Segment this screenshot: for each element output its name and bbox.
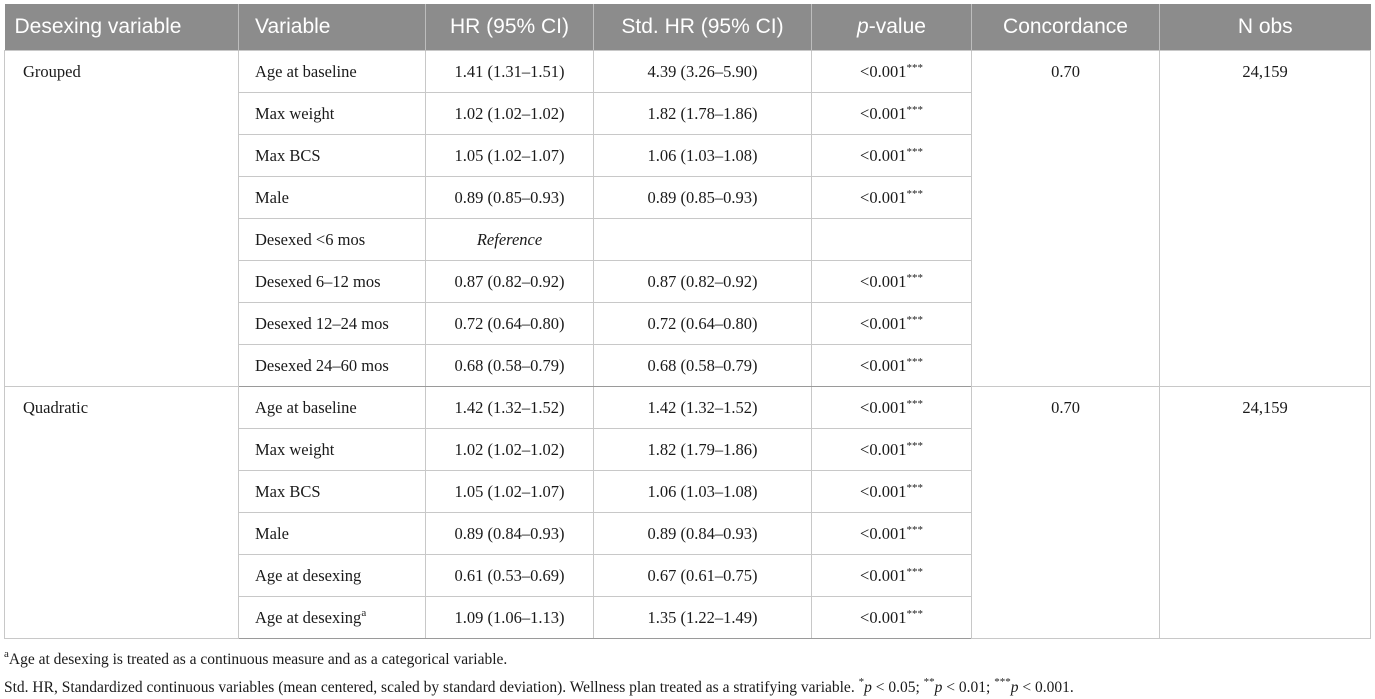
hr-cell: 1.02 (1.02–1.02) xyxy=(426,429,594,471)
p-value-cell: <0.001*** xyxy=(812,261,972,303)
hr-cell: 1.42 (1.32–1.52) xyxy=(426,387,594,429)
footnote-std: Std. HR, Standardized continuous variables (mean centered, scaled by standard deviation). Wellness plan treated as a stratifying variable. *p < 0.05; **p < 0.01; ***p < 0.001. xyxy=(4,676,1074,696)
concordance-cell: 0.70 xyxy=(972,387,1160,639)
n-obs-cell: 24,159 xyxy=(1160,51,1371,387)
variable-cell: Desexed <6 mos xyxy=(239,219,426,261)
variable-cell: Male xyxy=(239,177,426,219)
hr-cell: 0.68 (0.58–0.79) xyxy=(426,345,594,387)
hr-cell: 0.89 (0.85–0.93) xyxy=(426,177,594,219)
hr-cell: 0.61 (0.53–0.69) xyxy=(426,555,594,597)
p-value-cell: <0.001*** xyxy=(812,177,972,219)
results-table xyxy=(4,4,1371,639)
p-value-cell: <0.001*** xyxy=(812,135,972,177)
header-desexing-variable: Desexing variable xyxy=(5,4,239,51)
table-row xyxy=(5,51,1371,93)
variable-cell: Desexed 24–60 mos xyxy=(239,345,426,387)
variable-cell: Age at baseline xyxy=(239,51,426,93)
p-value-cell: <0.001*** xyxy=(812,429,972,471)
std-hr-cell: 0.67 (0.61–0.75) xyxy=(594,555,812,597)
variable-cell: Max weight xyxy=(239,93,426,135)
significance-legend: *p < 0.05; **p < 0.01; ***p < 0.001. xyxy=(858,676,1074,696)
header-hr: HR (95% CI) xyxy=(426,4,594,51)
std-hr-cell: 0.87 (0.82–0.92) xyxy=(594,261,812,303)
table-footnotes xyxy=(4,649,1074,699)
n-obs-cell: 24,159 xyxy=(1160,387,1371,639)
group-label: Grouped xyxy=(5,51,239,387)
hr-cell: 1.41 (1.31–1.51) xyxy=(426,51,594,93)
std-hr-cell xyxy=(594,219,812,261)
p-value-cell: <0.001*** xyxy=(812,345,972,387)
std-hr-cell: 4.39 (3.26–5.90) xyxy=(594,51,812,93)
variable-cell: Male xyxy=(239,513,426,555)
p-value-cell: <0.001*** xyxy=(812,303,972,345)
variable-cell: Age at desexing xyxy=(239,555,426,597)
std-hr-cell: 0.68 (0.58–0.79) xyxy=(594,345,812,387)
variable-cell: Age at desexing$^a$ xyxy=(239,597,426,639)
variable-cell: Desexed 12–24 mos xyxy=(239,303,426,345)
table-body xyxy=(5,51,1371,639)
std-hr-cell: 0.89 (0.84–0.93) xyxy=(594,513,812,555)
p-value-cell: <0.001*** xyxy=(812,597,972,639)
hr-cell: 1.02 (1.02–1.02) xyxy=(426,93,594,135)
group-label: Quadratic xyxy=(5,387,239,639)
p-value-cell: <0.001*** xyxy=(812,471,972,513)
variable-cell: Max BCS xyxy=(239,471,426,513)
std-hr-cell: 1.06 (1.03–1.08) xyxy=(594,135,812,177)
std-hr-cell: 0.72 (0.64–0.80) xyxy=(594,303,812,345)
hr-cell: 0.72 (0.64–0.80) xyxy=(426,303,594,345)
header-std-hr: Std. HR (95% CI) xyxy=(594,4,812,51)
std-hr-cell: 1.42 (1.32–1.52) xyxy=(594,387,812,429)
table-row xyxy=(5,387,1371,429)
p-value-cell: <0.001*** xyxy=(812,51,972,93)
p-value-cell: <0.001*** xyxy=(812,93,972,135)
footnote-a: $^a$Age at desexing is treated as a continuous measure and as a categorical variable. xyxy=(4,648,508,668)
p-value-cell: <0.001*** xyxy=(812,387,972,429)
hr-cell: 0.89 (0.84–0.93) xyxy=(426,513,594,555)
hr-cell: Reference xyxy=(426,219,594,261)
p-value-cell: <0.001*** xyxy=(812,513,972,555)
variable-cell: Max BCS xyxy=(239,135,426,177)
hr-cell: 1.05 (1.02–1.07) xyxy=(426,471,594,513)
header-variable: Variable xyxy=(239,4,426,51)
std-hr-cell: 1.06 (1.03–1.08) xyxy=(594,471,812,513)
header-row xyxy=(5,4,1371,51)
std-hr-cell: 1.35 (1.22–1.49) xyxy=(594,597,812,639)
variable-cell: Age at baseline xyxy=(239,387,426,429)
std-hr-cell: 1.82 (1.79–1.86) xyxy=(594,429,812,471)
hr-cell: 1.09 (1.06–1.13) xyxy=(426,597,594,639)
variable-cell: Max weight xyxy=(239,429,426,471)
std-hr-cell: 0.89 (0.85–0.93) xyxy=(594,177,812,219)
hr-cell: 0.87 (0.82–0.92) xyxy=(426,261,594,303)
p-value-cell xyxy=(812,219,972,261)
variable-cell: Desexed 6–12 mos xyxy=(239,261,426,303)
p-value-cell: <0.001*** xyxy=(812,555,972,597)
concordance-cell: 0.70 xyxy=(972,51,1160,387)
header-n-obs: N obs xyxy=(1160,4,1371,51)
header-concordance: Concordance xyxy=(972,4,1160,51)
std-hr-cell: 1.82 (1.78–1.86) xyxy=(594,93,812,135)
header-p-value: p-value xyxy=(812,4,972,51)
hr-cell: 1.05 (1.02–1.07) xyxy=(426,135,594,177)
